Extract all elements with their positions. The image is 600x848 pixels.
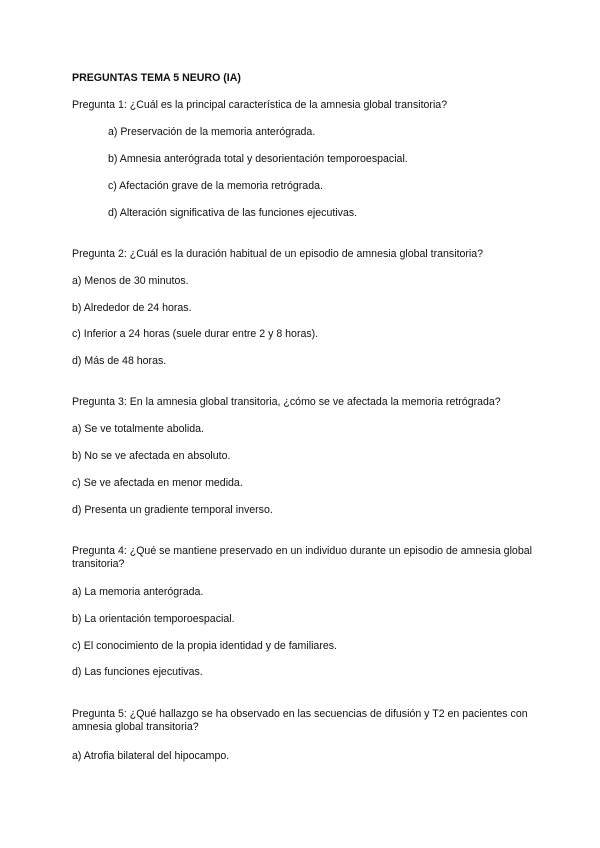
question-1-option-c: c) Afectación grave de la memoria retrógrada. (108, 180, 323, 192)
question-2-option-c: c) Inferior a 24 horas (suele durar entre 2 y 8 horas). (72, 328, 319, 340)
question-1-option-b: b) Amnesia anterógrada total y desorientación temporoespacial. (108, 153, 408, 165)
question-4-option-b: b) La orientación temporoespacial. (72, 613, 235, 625)
question-3-option-d: d) Presenta un gradiente temporal inverso. (72, 504, 273, 516)
question-5-option-a: a) Atrofia bilateral del hipocampo. (72, 750, 230, 762)
question-2-text: Pregunta 2: ¿Cuál es la duración habitual de un episodio de amnesia global transitoria? (72, 248, 484, 260)
question-3-text: Pregunta 3: En la amnesia global transitoria, ¿cómo se ve afectada la memoria retrógrada? (72, 396, 501, 408)
question-5-text: Pregunta 5: ¿Qué hallazgo se ha observado en las secuencias de difusión y T2 en pacientes con amnesia global transitoria? (72, 708, 528, 733)
question-4-option-c: c) El conocimiento de la propia identidad y de familiares. (72, 640, 337, 652)
question-2-option-b: b) Alrededor de 24 horas. (72, 302, 192, 314)
question-2-option-a: a) Menos de 30 minutos. (72, 275, 189, 287)
question-3-option-a: a) Se ve totalmente abolida. (72, 423, 204, 435)
question-2-option-d: d) Más de 48 horas. (72, 355, 167, 367)
question-4-option-a: a) La memoria anterógrada. (72, 586, 204, 598)
question-4-option-d: d) Las funciones ejecutivas. (72, 666, 203, 678)
question-4-text: Pregunta 4: ¿Qué se mantiene preservado en un individuo durante un episodio de amnesia global transitoria? (72, 545, 532, 570)
question-3-option-b: b) No se ve afectada en absoluto. (72, 450, 231, 462)
document-title: PREGUNTAS TEMA 5 NEURO (IA) (72, 72, 241, 84)
question-1-text: Pregunta 1: ¿Cuál es la principal característica de la amnesia global transitoria? (72, 99, 448, 111)
question-1-option-d: d) Alteración significativa de las funciones ejecutivas. (108, 207, 358, 219)
question-3-option-c: c) Se ve afectada en menor medida. (72, 477, 243, 489)
question-1-option-a: a) Preservación de la memoria anterógrada. (108, 126, 316, 138)
